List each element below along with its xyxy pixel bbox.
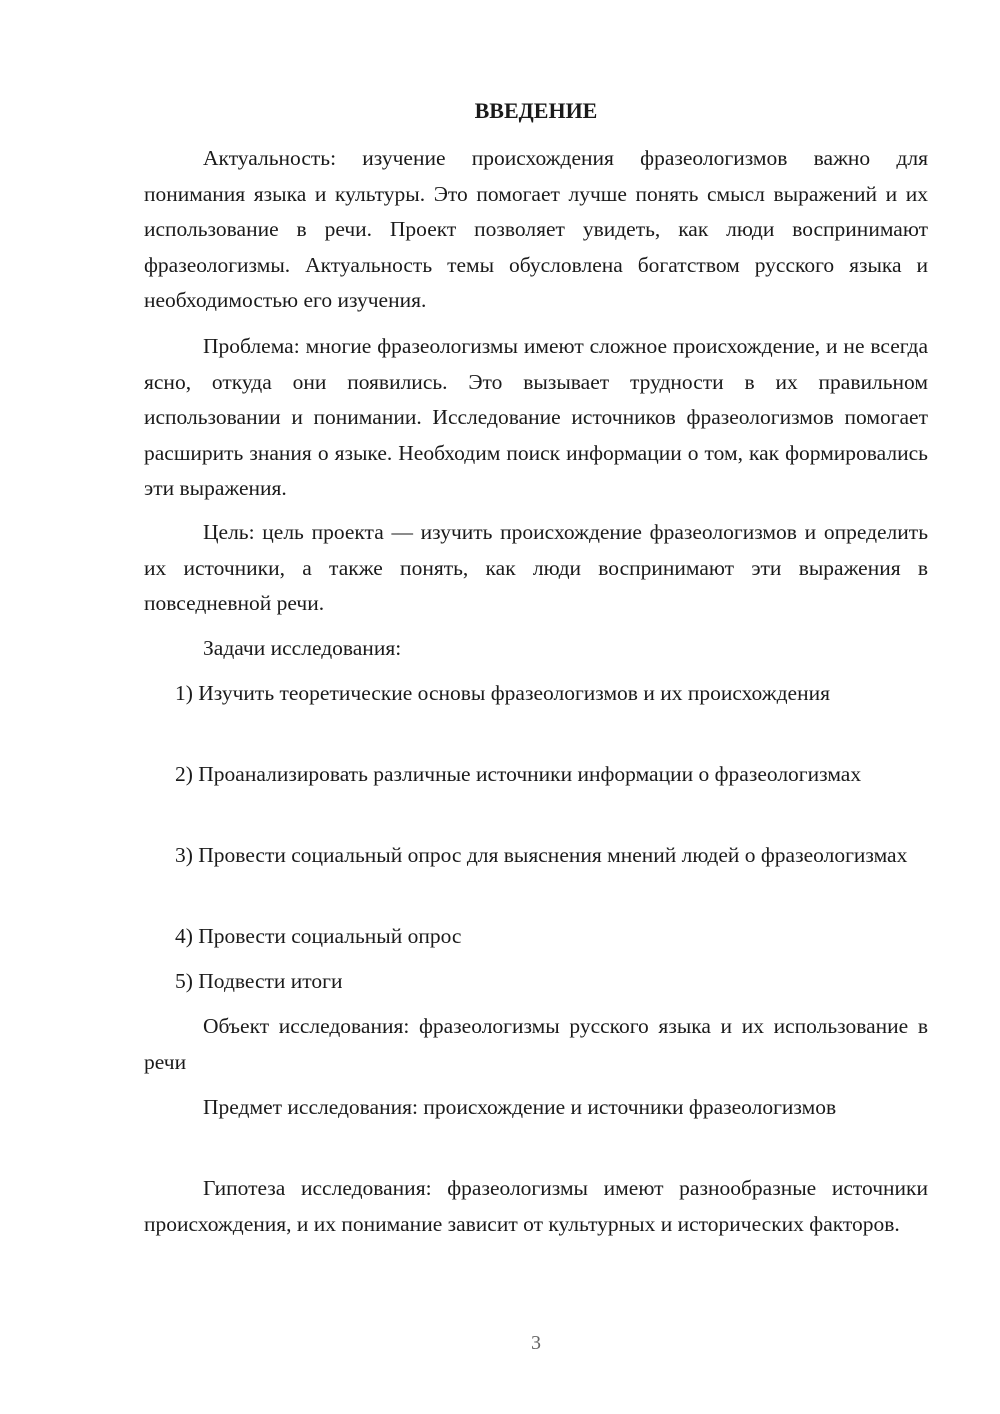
task-item-4: 4) Провести социальный опрос: [175, 924, 462, 948]
goal-paragraph: Цель: цель проекта — изучить происхождение фразеологизмов и определить их источники, а также понять, как люди воспринимают эти выражения в повседневной речи.: [144, 520, 928, 615]
task-item-2: 2) Проанализировать различные источники информации о фразеологизмах: [175, 762, 862, 786]
problem-paragraph: Проблема: многие фразеологизмы имеют сложное происхождение, и не всегда ясно, откуда они появились. Это вызывает трудности в их правильном использовании и понимании. Исследование источников фразеологизмов помогает расширить знания о языке. Необходим поиск информации о том, как формировались эти выражения.: [144, 334, 928, 500]
tasks-heading: Задачи исследования:: [203, 636, 402, 660]
relevance-paragraph: Актуальность: изучение происхождения фразеологизмов важно для понимания языка и культуры. Это помогает лучше понять смысл выражений и их использование в речи. Проект позволяет увидеть, как люди воспринимают фразеологизмы. Актуальность темы обусловлена богатством русского языка и необходимостью его изучения.: [144, 146, 928, 312]
subject-paragraph: Предмет исследования: происхождение и источники фразеологизмов: [203, 1095, 837, 1119]
task-item-3: 3) Провести социальный опрос для выяснения мнений людей о фразеологизмах: [175, 843, 908, 867]
object-paragraph: Объект исследования: фразеологизмы русского языка и их использование в речи: [144, 1014, 928, 1074]
hypothesis-paragraph: Гипотеза исследования: фразеологизмы имеют разнообразные источники происхождения, и их понимание зависит от культурных и исторических факторов.: [144, 1176, 928, 1236]
page-number: 3: [531, 1332, 541, 1354]
task-item-5: 5) Подвести итоги: [175, 969, 343, 993]
page-title: ВВЕДЕНИЕ: [474, 98, 598, 123]
task-item-1: 1) Изучить теоретические основы фразеологизмов и их происхождения: [175, 681, 831, 705]
document-page: [144, 0, 928, 1414]
